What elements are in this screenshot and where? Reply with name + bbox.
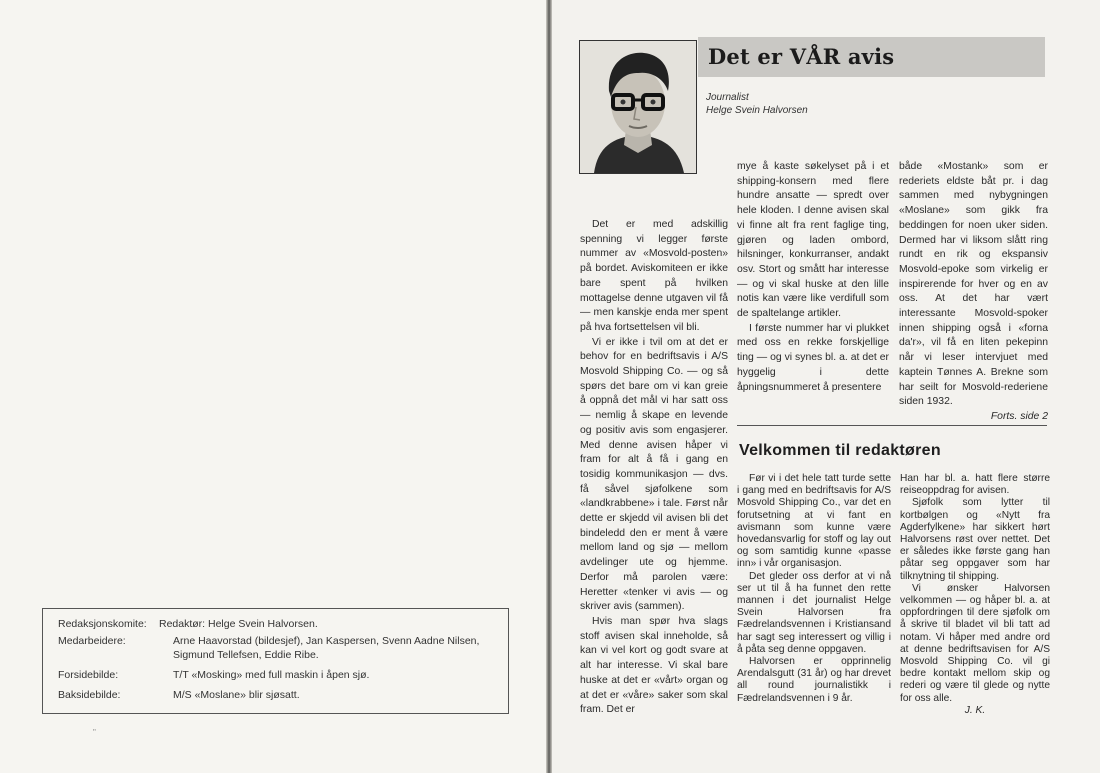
journalist-portrait-photo [579,40,697,174]
paragraph: Det er med adskillig spenning vi legger første nummer av «Mosvold-posten» på bordet. Aviskomiteen er ikke bare spent på hvilken mottagelse denne utgaven vil få — men kanskje enda mer spent på hva fortsettelsen vil bli. [580,219,728,333]
paragraph: Han har bl. a. hatt flere større reiseoppdrag for avisen. [900,473,1050,497]
credit-value: Redaktør: Helge Svein Halvorsen. [159,618,318,630]
section-divider [737,425,1047,426]
paragraph: Hvis man spør hva slags stoff avisen skal inneholde, så kan vi vel kort og godt svare at alt har interesse. Vi skal bare huske at det er «vårt» organ og at det er «våre» saker som skal fram. Det er [580,615,728,716]
paragraph: I første nummer har vi plukket med oss en rekke forskjellige ting — og vi synes bl. a. at det er hyggelig i dette åpningsnummeret å presentere [737,322,889,393]
credit-value: Arne Haavorstad (bildesjef), Jan Kaspersen, Svenn Aadne Nilsen, Sigmund Tellefsen, Eddie Ribe. [173,635,480,661]
byline-name: Helge Svein Halvorsen [706,105,808,116]
credit-row-back-photo [58,688,498,702]
article-headline: Det er VÅR avis [708,44,895,69]
paragraph: Før vi i det hele tatt turde sette i gang med en bedriftsavis for A/S Mosvold Shipping Co., var det en forutsetning at vi fant en avismann som kunne være hovedansvarlig for stoff og lay out og som samtidig kunne «passe inn» i vår organisasjon. [737,473,891,570]
article-column-3 [899,160,1048,425]
credits-box [42,608,509,714]
credit-row-cover-photo [58,668,498,682]
left-page [0,0,546,773]
welcome-column-2 [900,473,1050,717]
paragraph: mye å kaste søkelyset på i et shipping-konsern med flere hundre ansatte — spredt over hele kloden. I denne avisen skal vi finne alt fra rent faglige ting, gjøren og laden ombord, hilsninger, konkurranser, andakt osv. Stort og smått har interesse — og vi skal huske at den lille notis kan være like verdifull som de spaltelange artikler. [737,161,889,320]
signature: J. K. [964,704,986,716]
page-mark: " [93,728,96,737]
paragraph: Halvorsen er opprinnelig Arendalsgutt (31 år) og har drevet all round journalistikk i Fædrelandsvennen i 9 år. [737,656,891,704]
byline [706,91,808,117]
credit-row-contributors [58,634,498,662]
paragraph: Vi er ikke i tvil om at det er behov for en bedriftsavis i A/S Mosvold Shipping Co. — og så spørs det bare om vi kan greie å oppnå det mål vi har satt oss — nemlig å skape en levende og positiv avis som engasjerer. Med denne avisen håper vi fram for alt å få i gang en tosidig kommunikasjon — dvs. få såvel sjøfolkene som «landkrabbene» i tale. Først når dette er skjedd vil avisen bli det bindeledd den er ment å være mellom land og sjø — mellom avdelinger ute og hjemme. Derfor må parolen være: Heretter «tenker vi avis — og skriver avis (sammen). [580,336,728,613]
credit-value: T/T «Mosking» med full maskin i åpen sjø. [173,669,370,681]
credit-row-editorial-committee [58,617,498,631]
article-column-1 [580,218,728,718]
welcome-headline: Velkommen til redaktøren [739,442,941,459]
byline-role: Journalist [706,92,749,103]
credit-value: M/S «Moslane» blir sjøsatt. [173,689,300,701]
article-column-2 [737,160,889,395]
credit-label: Redaksjonskomite: [58,618,147,630]
paragraph: både «Mostank» som er rederiets eldste båt pr. i dag sammen med nybygningen «Moslane» som gikk fra beddingen for noen uker siden. Dermed har vi liksom slått ring rundt en rik og ekspansiv Mosvold-epoke som virkelig er inspirerende for hver og en av oss. At det har vært interessante Mosvold-spoker innen shipping også i «forna da'r», vil få en liten pekepinn når vi leser intervjuet med kaptein Tønnes A. Brekne som har seilt for Mosvold-rederiene siden 1932. [899,161,1048,408]
credit-label: Forsidebilde: [58,669,119,681]
portrait-illustration [580,41,696,173]
paragraph: Sjøfolk som lytter til kortbølgen og «Nytt fra Agderfylkene» har sikkert hørt Halvorsens røst over nettet. Det er således ikke første gang han påtar seg oppgaver som har tilknytning til shipping. [900,497,1050,582]
credit-label: Medarbeidere: [58,635,126,647]
welcome-column-1 [737,473,891,705]
paragraph: Det gleder oss derfor at vi nå ser ut til å ha funnet den rette mannen i det journalist Helge Svein Halvorsen fra Fædrelandsvennen i Kristiansand har sagt seg interessert og villig i å påta seg denne oppgaven. [737,570,891,655]
paragraph: Vi ønsker Halvorsen velkommen — og håper bl. a. at oppfordringen til dere sjøfolk om å skrive til bladet vil bli tatt ad notam. Vi håper med andre ord at denne bedriftsavisen for A/S Mosvold Shipping Co. vil gi bedre kontakt mellom skip og rederi og være til glede og nytte for oss alle. [900,582,1050,704]
continued-note: Forts. side 2 [990,410,1048,422]
credit-label: Baksidebilde: [58,689,121,701]
